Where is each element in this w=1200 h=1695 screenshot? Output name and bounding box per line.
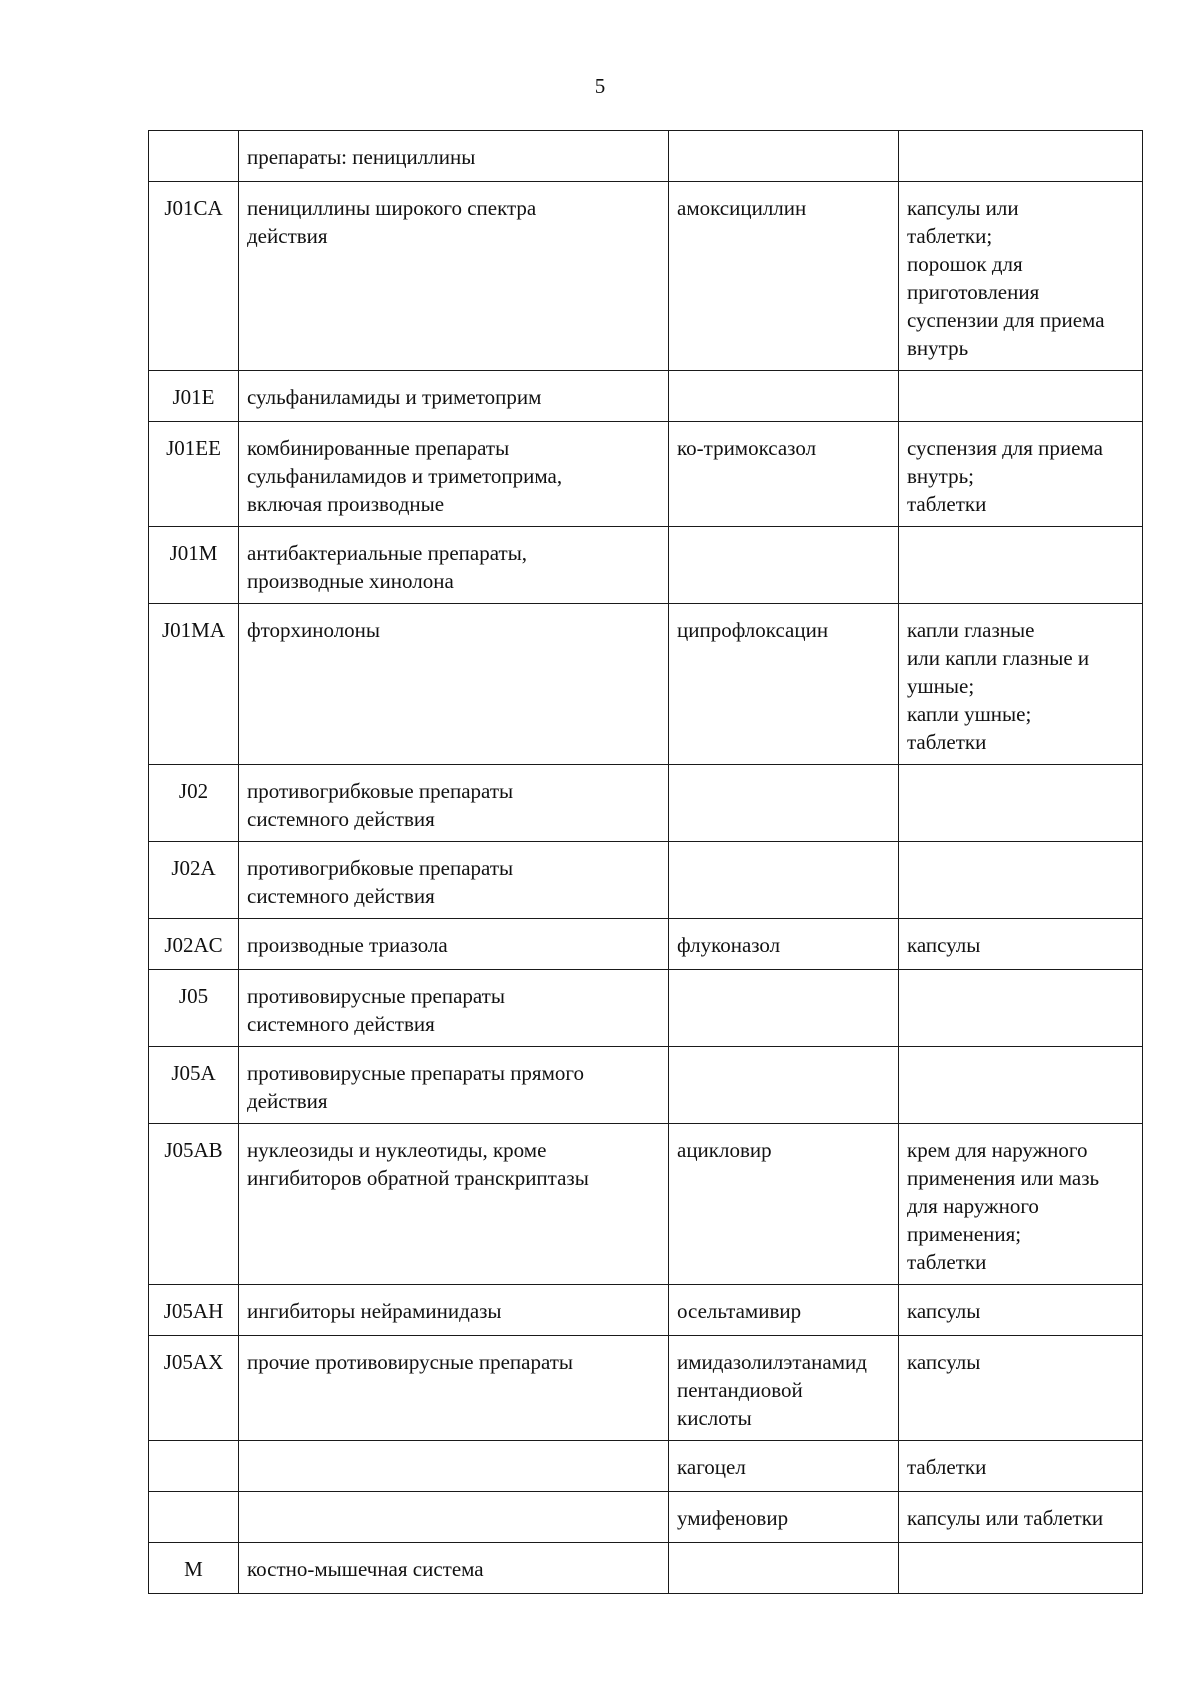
drug-name-cell <box>669 422 899 527</box>
group-name-text: пенициллины широкого спектра действия <box>247 196 537 248</box>
atc-code-text: J05AB <box>164 1138 223 1162</box>
drug-name-cell <box>669 131 899 182</box>
group-name-cell <box>239 604 669 765</box>
group-name-text: нуклеозиды и нуклеотиды, кроме ингибиторов обратной транскриптазы <box>247 1138 589 1190</box>
group-name-cell <box>239 371 669 422</box>
dosage-form-cell <box>899 1441 1143 1492</box>
group-name-cell <box>239 919 669 970</box>
atc-code-text: J01EE <box>166 436 221 460</box>
group-name-text: ингибиторы нейраминидазы <box>247 1299 502 1323</box>
group-name-cell <box>239 131 669 182</box>
atc-code-cell <box>149 1285 239 1336</box>
dosage-form-text: капли глазные или капли глазные и ушные; капли ушные; таблетки <box>907 618 1090 754</box>
drug-name-text: имидазолилэтанамид пентандиовой кислоты <box>677 1350 867 1430</box>
drug-name-cell <box>669 765 899 842</box>
atc-code-cell <box>149 131 239 182</box>
dosage-form-cell <box>899 1492 1143 1543</box>
dosage-form-cell <box>899 371 1143 422</box>
group-name-text: противовирусные препараты прямого действия <box>247 1061 584 1113</box>
dosage-form-text: капсулы или таблетки <box>907 1506 1104 1530</box>
table-row <box>149 1336 1143 1441</box>
drug-table <box>148 130 1143 1594</box>
group-name-text: антибактериальные препараты, производные хинолона <box>247 541 528 593</box>
atc-code-cell <box>149 919 239 970</box>
table-row <box>149 970 1143 1047</box>
dosage-form-cell <box>899 422 1143 527</box>
table-row <box>149 1047 1143 1124</box>
drug-name-text: ципрофлоксацин <box>677 618 829 642</box>
atc-code-cell <box>149 1047 239 1124</box>
group-name-text: фторхинолоны <box>247 618 381 642</box>
atc-code-text: J05A <box>171 1061 216 1085</box>
table-row <box>149 1285 1143 1336</box>
drug-name-cell <box>669 1047 899 1124</box>
drug-name-cell <box>669 1124 899 1285</box>
group-name-cell <box>239 422 669 527</box>
drug-name-cell <box>669 1492 899 1543</box>
group-name-cell <box>239 1047 669 1124</box>
dosage-form-cell <box>899 1543 1143 1594</box>
group-name-cell <box>239 970 669 1047</box>
drug-name-cell <box>669 842 899 919</box>
atc-code-cell <box>149 765 239 842</box>
group-name-text: противогрибковые препараты системного действия <box>247 779 514 831</box>
drug-name-text: ко-тримоксазол <box>677 436 817 460</box>
dosage-form-cell <box>899 970 1143 1047</box>
dosage-form-cell <box>899 765 1143 842</box>
table-row <box>149 1441 1143 1492</box>
group-name-text: костно-мышечная система <box>247 1557 484 1581</box>
dosage-form-text: капсулы <box>907 1299 981 1323</box>
atc-code-text: J01CA <box>164 196 223 220</box>
group-name-cell <box>239 1441 669 1492</box>
drug-name-cell <box>669 1441 899 1492</box>
group-name-cell <box>239 1124 669 1285</box>
table-row <box>149 919 1143 970</box>
drug-name-cell <box>669 371 899 422</box>
group-name-text: производные триазола <box>247 933 448 957</box>
atc-code-text: J01M <box>169 541 218 565</box>
table-row <box>149 182 1143 371</box>
group-name-cell <box>239 182 669 371</box>
table-row <box>149 765 1143 842</box>
group-name-cell <box>239 527 669 604</box>
atc-code-cell <box>149 970 239 1047</box>
table-row <box>149 842 1143 919</box>
drug-name-cell <box>669 919 899 970</box>
group-name-text: комбинированные препараты сульфаниламидов и триметоприма, включая производные <box>247 436 563 516</box>
atc-code-cell <box>149 1441 239 1492</box>
dosage-form-cell <box>899 1124 1143 1285</box>
dosage-form-cell <box>899 604 1143 765</box>
drug-name-cell <box>669 1543 899 1594</box>
atc-code-cell <box>149 1543 239 1594</box>
table-row <box>149 527 1143 604</box>
drug-name-cell <box>669 527 899 604</box>
group-name-text: прочие противовирусные препараты <box>247 1350 574 1374</box>
page-number: 5 <box>594 74 606 98</box>
drug-name-cell <box>669 1285 899 1336</box>
atc-code-text: J02 <box>178 779 209 803</box>
group-name-text: препараты: пенициллины <box>247 145 476 169</box>
table-row <box>149 371 1143 422</box>
atc-code-text: J02AC <box>164 933 223 957</box>
dosage-form-cell <box>899 131 1143 182</box>
group-name-text: противовирусные препараты системного действия <box>247 984 505 1036</box>
drug-name-cell <box>669 970 899 1047</box>
drug-name-cell <box>669 182 899 371</box>
table-row <box>149 604 1143 765</box>
atc-code-cell <box>149 1124 239 1285</box>
dosage-form-cell <box>899 1047 1143 1124</box>
drug-name-cell <box>669 1336 899 1441</box>
atc-code-cell <box>149 527 239 604</box>
group-name-cell <box>239 1336 669 1441</box>
drug-name-text: осельтамивир <box>677 1299 802 1323</box>
dosage-form-cell <box>899 1285 1143 1336</box>
atc-code-text: M <box>184 1557 203 1581</box>
drug-name-cell <box>669 604 899 765</box>
atc-code-text: J01E <box>172 385 215 409</box>
group-name-text: противогрибковые препараты системного действия <box>247 856 514 908</box>
table-row <box>149 1543 1143 1594</box>
atc-code-text: J05AH <box>163 1299 224 1323</box>
dosage-form-text: таблетки <box>907 1455 987 1479</box>
dosage-form-cell <box>899 842 1143 919</box>
table-row <box>149 1492 1143 1543</box>
drug-name-text: амоксициллин <box>677 196 807 220</box>
atc-code-text: J02A <box>171 856 216 880</box>
group-name-cell <box>239 1285 669 1336</box>
group-name-cell <box>239 842 669 919</box>
dosage-form-text: капсулы или таблетки; порошок для приготовления суспензии для приема внутрь <box>907 196 1105 360</box>
group-name-cell <box>239 1543 669 1594</box>
atc-code-cell <box>149 371 239 422</box>
atc-code-cell <box>149 1336 239 1441</box>
table-row <box>149 422 1143 527</box>
atc-code-text: J01MA <box>161 618 225 642</box>
dosage-form-text: капсулы <box>907 1350 981 1374</box>
group-name-cell <box>239 765 669 842</box>
atc-code-text: J05 <box>178 984 209 1008</box>
atc-code-cell <box>149 422 239 527</box>
atc-code-cell <box>149 604 239 765</box>
atc-code-cell <box>149 1492 239 1543</box>
drug-name-text: умифеновир <box>677 1506 789 1530</box>
drug-name-text: кагоцел <box>677 1455 746 1479</box>
dosage-form-text: суспензия для приема внутрь; таблетки <box>907 436 1103 516</box>
table-row <box>149 131 1143 182</box>
drug-name-text: ацикловир <box>677 1138 772 1162</box>
dosage-form-cell <box>899 527 1143 604</box>
table-row <box>149 1124 1143 1285</box>
dosage-form-text: капсулы <box>907 933 981 957</box>
atc-code-cell <box>149 182 239 371</box>
dosage-form-cell <box>899 1336 1143 1441</box>
atc-code-text: J05AX <box>163 1350 224 1374</box>
group-name-text: сульфаниламиды и триметоприм <box>247 385 542 409</box>
group-name-cell <box>239 1492 669 1543</box>
drug-table-body <box>149 131 1143 1594</box>
dosage-form-cell <box>899 182 1143 371</box>
atc-code-cell <box>149 842 239 919</box>
dosage-form-cell <box>899 919 1143 970</box>
dosage-form-text: крем для наружного применения или мазь для наружного применения; таблетки <box>907 1138 1100 1274</box>
drug-name-text: флуконазол <box>677 933 781 957</box>
